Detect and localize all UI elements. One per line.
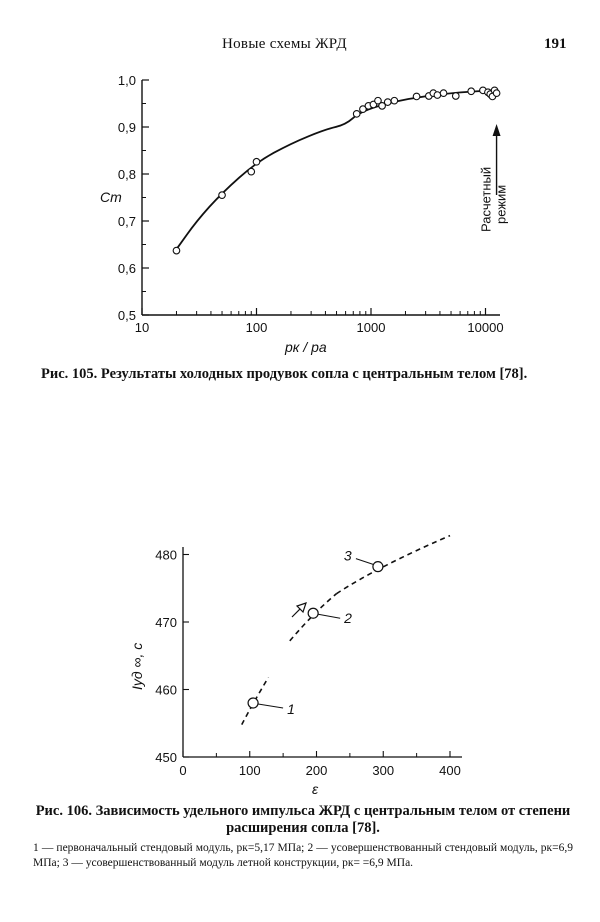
y-tick-label: 460 bbox=[155, 682, 177, 698]
figure-106-caption: Рис. 106. Зависимость удельного импульса ЖРД с центральным телом от степени расширения сопла [78]. bbox=[35, 803, 571, 836]
y-tick-label: 0,9 bbox=[117, 120, 136, 135]
series-2-label: 2 bbox=[344, 610, 352, 627]
series-2-point bbox=[308, 608, 318, 618]
series-1-point bbox=[248, 698, 258, 708]
x-tick-label: 100 bbox=[238, 763, 261, 778]
y-tick-label: 480 bbox=[155, 547, 177, 563]
y-tick-label: 470 bbox=[155, 615, 177, 630]
x-tick-label: 300 bbox=[372, 763, 395, 778]
x-tick-label: 1000 bbox=[356, 320, 386, 335]
note-2: 2 — усовершенствованный стендовый модуль, pк=6,9 МПа; bbox=[33, 842, 573, 869]
x-tick-label: 10 bbox=[134, 320, 150, 335]
y-tick-label: 0,6 bbox=[117, 261, 136, 276]
series-3-label: 3 bbox=[343, 547, 352, 564]
annotation-line: режим bbox=[493, 184, 509, 224]
note-3: 3 — усовершенствованный модуль летной конструкции, pк= =6,9 МПа. bbox=[62, 857, 414, 869]
y-tick-label: 0,7 bbox=[117, 214, 136, 229]
figure-105-caption: Рис. 105. Результаты холодных продувок сопла с центральным телом [78]. bbox=[41, 366, 528, 382]
page-number: 191 bbox=[544, 36, 567, 52]
figure-106-notes bbox=[33, 841, 573, 871]
y-axis-label: Cт bbox=[100, 189, 122, 205]
series-2-leader bbox=[318, 614, 340, 618]
x-tick-label: 100 bbox=[245, 320, 268, 335]
x-tick-label: 200 bbox=[305, 763, 328, 778]
y-tick-label: 1,0 bbox=[117, 73, 136, 88]
x-tick-label: 0 bbox=[179, 763, 187, 778]
y-tick-label: 0,8 bbox=[117, 167, 136, 182]
y-axis-label: Iуд ∞, с bbox=[129, 642, 145, 690]
series-1-leader bbox=[258, 704, 283, 708]
annotation-line: Расчетный bbox=[478, 166, 494, 232]
x-axis-label: ε bbox=[312, 781, 319, 797]
x-tick-label: 400 bbox=[439, 763, 461, 778]
series-1-label: 1 bbox=[287, 701, 295, 717]
series-3-point bbox=[373, 562, 383, 572]
y-tick-label: 450 bbox=[155, 750, 177, 765]
series-3-curve bbox=[337, 536, 450, 594]
series-3-leader bbox=[356, 559, 374, 565]
note-1: 1 — первоначальный стендовый модуль, pк=5,17 МПа; bbox=[33, 842, 308, 854]
running-header: Новые схемы ЖРД bbox=[222, 36, 347, 52]
x-axis-label: pк / pа bbox=[285, 339, 327, 355]
y-tick-label: 0,5 bbox=[117, 308, 136, 323]
improvement-arrow-icon bbox=[292, 603, 306, 617]
x-tick-label: 10000 bbox=[467, 320, 504, 335]
